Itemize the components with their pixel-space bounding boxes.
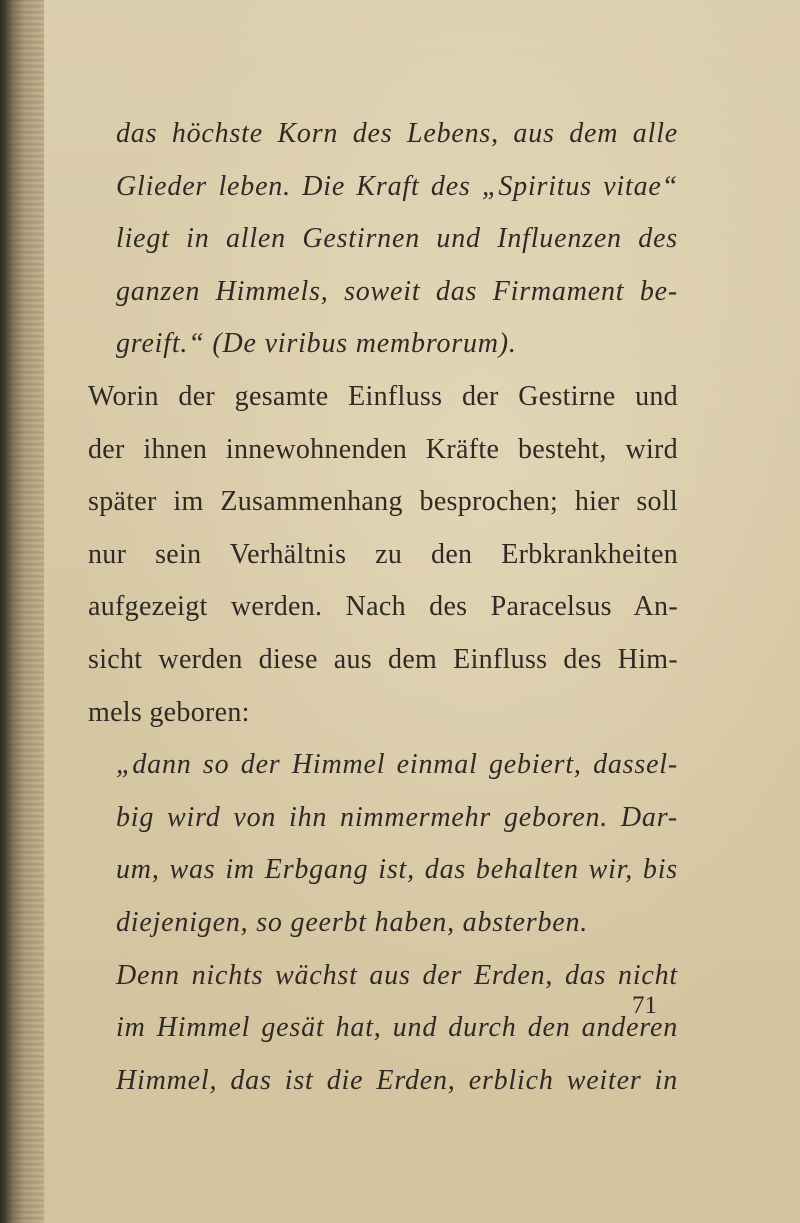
- page-number: 71: [632, 992, 657, 1019]
- text-line: mels geboren:: [88, 696, 250, 728]
- text-line: ganzen Himmels, soweit das Firmament be-: [116, 275, 678, 307]
- text-line: um, was im Erbgang ist, das behalten wir, bis: [116, 854, 678, 886]
- text-line: das höchste Korn des Lebens, aus dem alle: [116, 118, 678, 149]
- text-line: sicht werden diese aus dem Einfluss des Him-: [88, 643, 678, 675]
- text-line: aufgezeigt werden. Nach des Paracelsus An-: [88, 591, 678, 623]
- text-line: nur sein Verhältnis zu den Erbkrankheiten: [88, 538, 678, 570]
- text-line: Worin der gesamte Einfluss der Gestirne und: [88, 380, 678, 412]
- text-line: diejenigen, so geerbt haben, absterben.: [116, 906, 589, 938]
- text-line: big wird von ihn nimmermehr geboren. Dar-: [116, 801, 678, 833]
- text-line: Glieder leben. Die Kraft des „Spiritus vitae“: [116, 170, 678, 202]
- text-line: der ihnen innewohnenden Kräfte besteht, wird: [88, 433, 678, 465]
- book-binding-edge: [0, 0, 44, 1223]
- text-line: „dann so der Himmel einmal gebiert, dassel-: [116, 749, 678, 781]
- page-text-block: [88, 108, 678, 1107]
- text-line: Himmel, das ist die Erden, erblich weiter in: [116, 1064, 678, 1096]
- text-line: liegt in allen Gestirnen und Influenzen des: [116, 223, 678, 255]
- text-line: Denn nichts wächst aus der Erden, das nicht: [116, 959, 678, 991]
- text-line: greift.“ (De viribus membrorum).: [116, 328, 517, 360]
- text-line: im Himmel gesät hat, und durch den anderen: [116, 1012, 678, 1044]
- text-line: später im Zusammenhang besprochen; hier soll: [88, 486, 678, 518]
